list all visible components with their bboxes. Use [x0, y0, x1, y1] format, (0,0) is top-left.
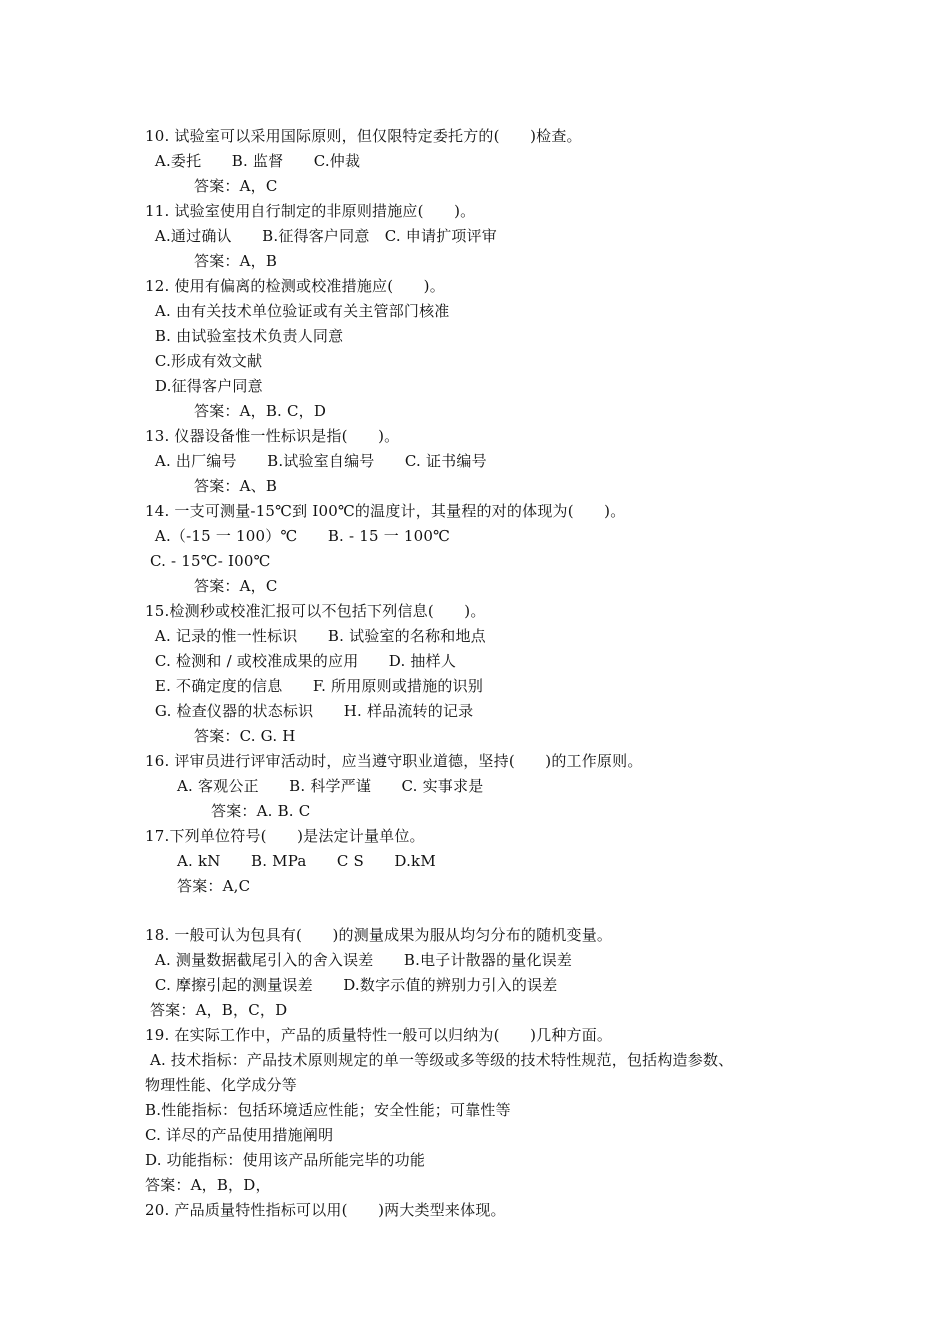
- question-10: 10. 试验室可以采用国际原则，但仅限特定委托方的( )检查。: [145, 127, 582, 145]
- question-15-options-cd: C. 检测和 / 或校准成果的应用 D. 抽样人: [145, 652, 457, 670]
- question-17: 17.下列单位符号( )是法定计量单位。: [145, 827, 425, 845]
- question-10-answer: 答案：A，C: [194, 177, 278, 195]
- question-13: 13. 仪器设备惟一性标识是指( )。: [145, 427, 400, 445]
- question-14: 14. 一支可测量-15℃到 I00℃的温度计，其量程的对的体现为( )。: [145, 502, 626, 520]
- question-15-options-ab: A. 记录的惟一性标识 B. 试验室的名称和地点: [145, 627, 486, 645]
- question-10-options: A.委托 B. 监督 C.仲裁: [145, 152, 361, 170]
- question-18-options-cd: C. 摩擦引起的测量误差 D.数字示值的辨别力引入的误差: [145, 976, 558, 994]
- question-19-option-d: D. 功能指标：使用该产品所能完毕的功能: [145, 1151, 426, 1169]
- question-16-options: A. 客观公正 B. 科学严谨 C. 实事求是: [177, 777, 484, 795]
- question-13-answer: 答案：A、B: [194, 477, 278, 495]
- question-14-option-c: C. - 15℃- I00℃: [145, 552, 271, 570]
- question-19-option-a: A. 技术指标：产品技术原则规定的单一等级或多等级的技术特性规范，包括构造参数、: [145, 1051, 734, 1069]
- question-18: 18. 一般可认为包具有( )的测量成果为服从均匀分布的随机变量。: [145, 926, 613, 944]
- question-19: 19. 在实际工作中，产品的质量特性一般可以归纳为( )几种方面。: [145, 1026, 613, 1044]
- question-14-options-ab: A.（-15 一 100）℃ B. - 15 一 100℃: [145, 527, 451, 545]
- question-12-option-a: A. 由有关技术单位验证或有关主管部门核准: [145, 302, 450, 320]
- question-12: 12. 使用有偏离的检测或校准措施应( )。: [145, 277, 445, 295]
- question-20: 20. 产品质量特性指标可以用( )两大类型来体现。: [145, 1201, 506, 1219]
- question-11: 11. 试验室使用自行制定的非原则措施应( )。: [145, 202, 476, 220]
- question-15-options-gh: G. 检查仪器的状态标识 H. 样品流转的记录: [145, 702, 474, 720]
- question-17-answer: 答案：A,C: [177, 877, 251, 895]
- question-16: 16. 评审员进行评审活动时，应当遵守职业道德，坚持( )的工作原则。: [145, 752, 643, 770]
- question-12-option-d: D.征得客户同意: [145, 377, 263, 395]
- question-12-answer: 答案：A，B. C，D: [194, 402, 327, 420]
- question-15-options-ef: E. 不确定度的信息 F. 所用原则或措施的识别: [145, 677, 484, 695]
- question-19-answer: 答案：A，B，D，: [145, 1176, 271, 1194]
- question-18-options-ab: A. 测量数据截尾引入的舍入误差 B.电子计散器的量化误差: [145, 951, 573, 969]
- question-19-option-b: B.性能指标：包括环境适应性能；安全性能；可靠性等: [145, 1101, 511, 1119]
- question-19-option-a-continued: 物理性能、化学成分等: [145, 1076, 298, 1094]
- question-17-options: A. kN B. MPa C S D.kM: [177, 852, 436, 870]
- question-15-answer: 答案：C. G. H: [194, 727, 296, 745]
- question-13-options: A. 出厂编号 B.试验室自编号 C. 证书编号: [145, 452, 487, 470]
- question-12-option-b: B. 由试验室技术负责人同意: [145, 327, 344, 345]
- question-11-answer: 答案：A，B: [194, 252, 278, 270]
- question-15: 15.检测秒或校准汇报可以不包括下列信息( )。: [145, 602, 486, 620]
- question-14-answer: 答案：A，C: [194, 577, 278, 595]
- question-12-option-c: C.形成有效文献: [145, 352, 263, 370]
- question-16-answer: 答案：A. B. C: [211, 802, 311, 820]
- question-18-answer: 答案：A，B，C，D: [145, 1001, 288, 1019]
- question-19-option-c: C. 详尽的产品使用措施阐明: [145, 1126, 334, 1144]
- question-11-options: A.通过确认 B.征得客户同意 C. 申请扩项评审: [145, 227, 498, 245]
